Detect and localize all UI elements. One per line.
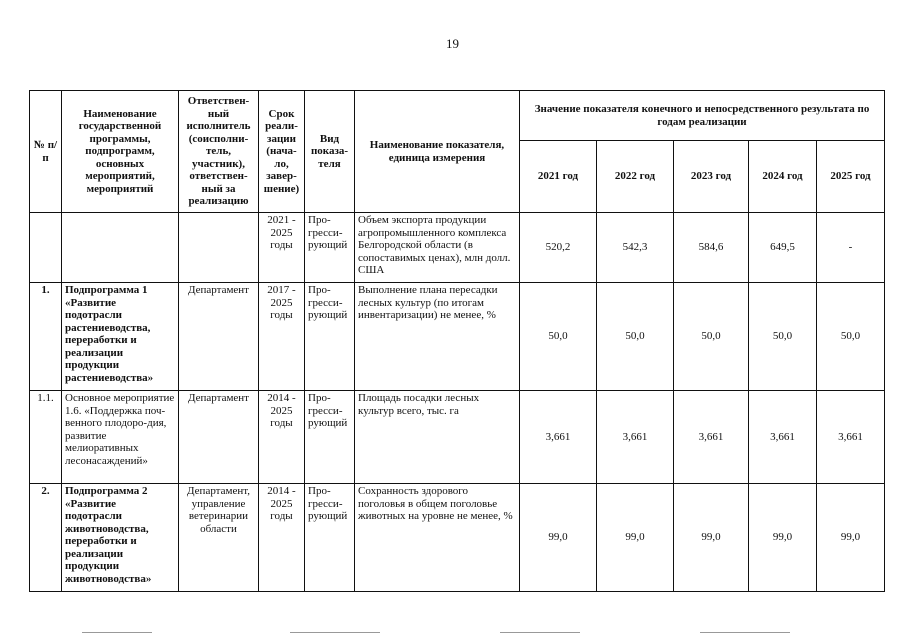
row-value-2021: 3,661: [520, 391, 597, 484]
row-value-2025: -: [817, 213, 885, 283]
row-value-2021: 520,2: [520, 213, 597, 283]
table-row: [30, 283, 885, 391]
table-row: [30, 391, 885, 484]
row-term: 2017 - 2025 годы: [259, 283, 305, 391]
table-row: [30, 484, 885, 592]
row-value-2021: 50,0: [520, 283, 597, 391]
row-value-2024: 3,661: [749, 391, 817, 484]
row-responsible: Департамент, управление ветеринарии области: [179, 484, 259, 592]
row-indicator-name: Выполнение плана пересадки лесных культур (по итогам инвентаризации) не менее, %: [355, 283, 520, 391]
row-indicator-type: Про-гресси-рующий: [305, 283, 355, 391]
row-value-2023: 99,0: [674, 484, 749, 592]
row-program-name: Основное мероприятие 1.6. «Поддержка поч-венного плодоро-дия, развитие мелиоративных лесонасаждений»: [62, 391, 179, 484]
header-year: 2021 год: [520, 141, 597, 213]
row-value-2023: 3,661: [674, 391, 749, 484]
page-number: 19: [446, 36, 459, 51]
row-value-2024: 50,0: [749, 283, 817, 391]
row-num: 1.: [30, 283, 62, 391]
header-program-name: Наименование государственной программы, подпрограмм, основных мероприятий, мероприятий: [62, 91, 179, 213]
row-value-2025: 99,0: [817, 484, 885, 592]
row-value-2022: 542,3: [597, 213, 674, 283]
row-value-2023: 50,0: [674, 283, 749, 391]
header-responsible: Ответствен-ный исполнитель (соисполни-тель, участник), ответствен-ный за реализацию: [179, 91, 259, 213]
row-term: 2014 - 2025 годы: [259, 484, 305, 592]
row-responsible: [179, 213, 259, 283]
table-row: [30, 213, 885, 283]
row-indicator-name: Объем экспорта продукции агропромышленного комплекса Белгородской области (в сопоставимых ценах), млн долл. США: [355, 213, 520, 283]
row-term: 2021 - 2025 годы: [259, 213, 305, 283]
indicators-table: [29, 90, 885, 592]
header-num: № п/п: [30, 91, 62, 213]
row-value-2025: 50,0: [817, 283, 885, 391]
row-program-name: [62, 213, 179, 283]
row-term: 2014 - 2025 годы: [259, 391, 305, 484]
row-value-2025: 3,661: [817, 391, 885, 484]
header-year: 2022 год: [597, 141, 674, 213]
row-value-2022: 50,0: [597, 283, 674, 391]
row-indicator-type: Про-гресси-рующий: [305, 213, 355, 283]
header-values-group: Значение показателя конечного и непосредственного результата по годам реализации: [520, 91, 885, 141]
header-year: 2023 год: [674, 141, 749, 213]
row-indicator-type: Про-гресси-рующий: [305, 391, 355, 484]
row-indicator-name: Сохранность здорового поголовья в общем поголовье животных на уровне не менее, %: [355, 484, 520, 592]
row-value-2023: 584,6: [674, 213, 749, 283]
header-year: 2024 год: [749, 141, 817, 213]
row-program-name: Подпрограмма 1 «Развитие подотрасли растениеводства, переработки и реализации продукции растениеводства»: [62, 283, 179, 391]
row-num: [30, 213, 62, 283]
row-responsible: Департамент: [179, 391, 259, 484]
row-value-2024: 99,0: [749, 484, 817, 592]
row-indicator-type: Про-гресси-рующий: [305, 484, 355, 592]
row-program-name: Подпрограмма 2 «Развитие подотрасли животноводства, переработки и реализации продукции животноводства»: [62, 484, 179, 592]
row-indicator-name: Площадь посадки лесных культур всего, тыс. га: [355, 391, 520, 484]
row-value-2021: 99,0: [520, 484, 597, 592]
row-value-2024: 649,5: [749, 213, 817, 283]
header-year: 2025 год: [817, 141, 885, 213]
scan-edge-marks: [0, 632, 905, 636]
header-term: Срок реали-зации (нача-ло, завер-шение): [259, 91, 305, 213]
row-num: 1.1.: [30, 391, 62, 484]
row-value-2022: 99,0: [597, 484, 674, 592]
header-indicator-type: Вид показа-теля: [305, 91, 355, 213]
header-indicator-name: Наименование показателя, единица измерения: [355, 91, 520, 213]
header-row-top: [30, 91, 885, 141]
row-value-2022: 3,661: [597, 391, 674, 484]
row-responsible: Департамент: [179, 283, 259, 391]
row-num: 2.: [30, 484, 62, 592]
